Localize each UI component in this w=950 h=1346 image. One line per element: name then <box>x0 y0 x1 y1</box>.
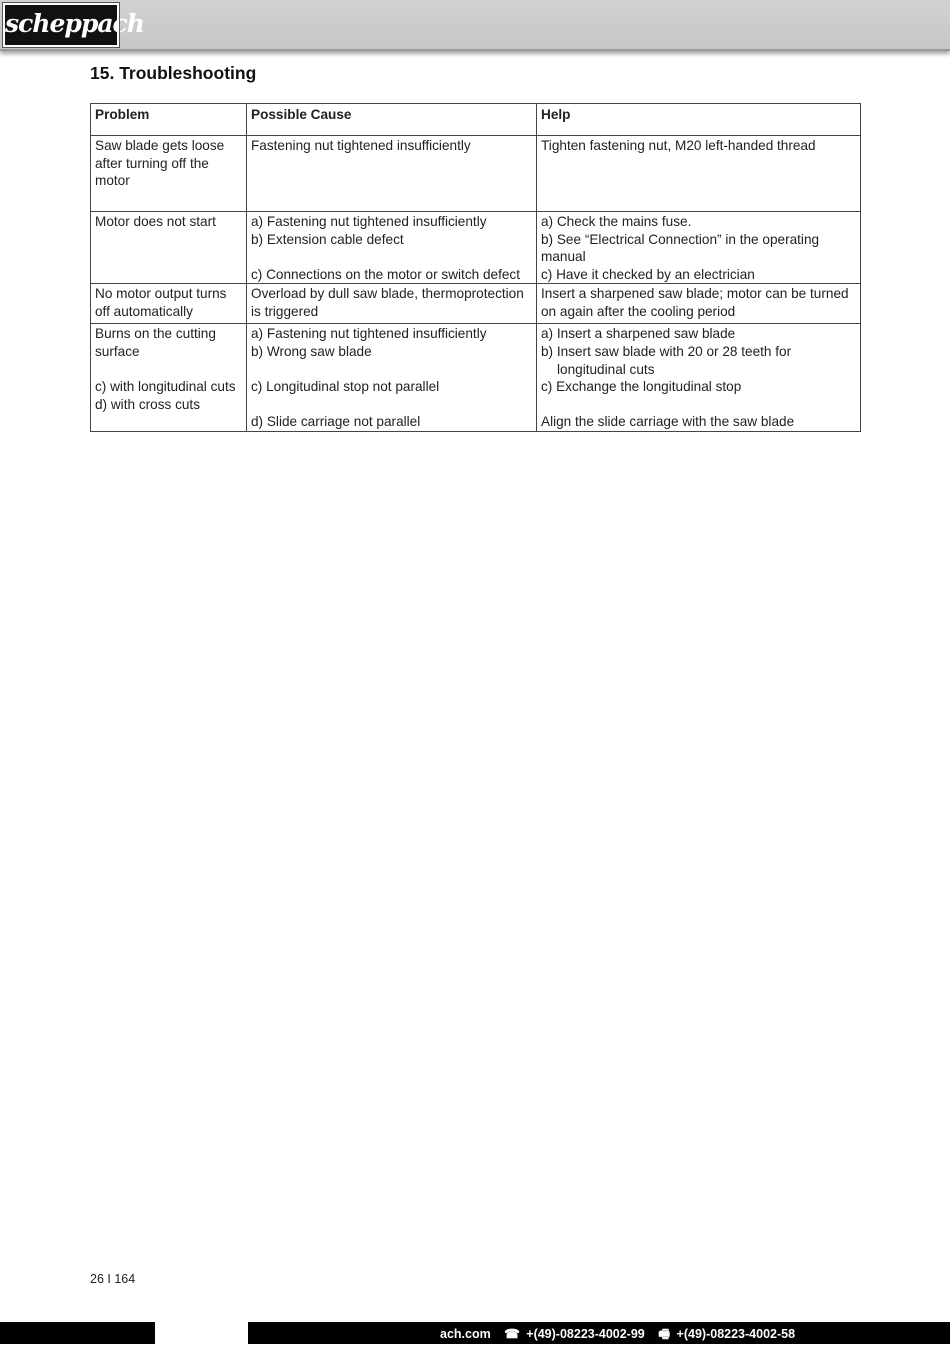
cell-line <box>251 396 532 414</box>
cell-line: Insert a sharpened saw blade; motor can be turned <box>541 286 849 302</box>
cell-line: b) Wrong saw blade <box>251 343 372 359</box>
cell-line: Motor does not start <box>95 214 216 229</box>
cause-cell <box>247 324 537 432</box>
cell-line <box>251 248 532 266</box>
cell-line: a) Fastening nut tightened insufficiently <box>251 326 487 342</box>
cell-line: Fastening nut tightened insufficiently <box>251 138 471 153</box>
footer-gap <box>155 1322 248 1344</box>
column-header-cause: Possible Cause <box>247 104 537 136</box>
cell-line: c) Exchange the longitudinal stop <box>541 379 742 395</box>
cell-line: surface <box>95 343 140 359</box>
cell-line: d) with cross cuts <box>95 396 200 412</box>
cell-line: longitudinal cuts <box>557 361 655 377</box>
cell-line: b) See “Electrical Connection” in the operating <box>541 231 820 247</box>
page-number: 26 I 164 <box>90 1272 136 1286</box>
help-cell <box>537 284 861 324</box>
table-row <box>91 324 861 432</box>
cell-line: d) Slide carriage not parallel <box>251 414 421 430</box>
cell-line <box>541 396 856 414</box>
cell-line: a) Insert a sharpened saw blade <box>541 326 736 342</box>
cell-line: a) Fastening nut tightened insufficiently <box>251 214 487 229</box>
cause-cell <box>247 212 537 284</box>
cell-line: c) Connections on the motor or switch defect <box>251 266 520 282</box>
problem-cell <box>91 324 247 432</box>
header-bar <box>0 0 950 51</box>
problem-cell <box>91 212 247 284</box>
footer-bar <box>0 1322 950 1344</box>
cause-cell <box>247 284 537 324</box>
fax-icon: 🖷 <box>658 1327 671 1341</box>
problem-cell <box>91 284 247 324</box>
cell-line: c) with longitudinal cuts <box>95 379 236 395</box>
fax-number: +(49)-08223-4002-58 <box>676 1327 796 1341</box>
cell-line: Saw blade gets loose <box>95 138 225 153</box>
table-row <box>91 212 861 284</box>
help-cell <box>537 212 861 284</box>
cell-line <box>251 361 532 379</box>
cell-line: Overload by dull saw blade, thermoprotection <box>251 286 524 302</box>
cell-line: b) Extension cable defect <box>251 231 404 247</box>
section-title: 15. Troubleshooting <box>90 63 257 83</box>
website-link[interactable]: ach.com <box>440 1327 491 1341</box>
cell-line: Tighten fastening nut, M20 left-handed thread <box>541 138 816 153</box>
help-cell <box>537 136 861 212</box>
table-header-row <box>91 104 861 136</box>
cell-line: c) Longitudinal stop not parallel <box>251 379 440 395</box>
cell-line: is triggered <box>251 303 319 319</box>
cell-line: off automatically <box>95 303 193 319</box>
cell-line: b) Insert saw blade with 20 or 28 teeth for <box>541 343 792 359</box>
cell-line: Burns on the cutting <box>95 326 216 342</box>
troubleshooting-table <box>90 103 861 432</box>
column-header-problem: Problem <box>91 104 247 136</box>
cell-line: on again after the cooling period <box>541 303 736 319</box>
column-header-help: Help <box>537 104 861 136</box>
phone-number: +(49)-08223-4002-99 <box>526 1327 645 1341</box>
footer-contact <box>440 1325 805 1346</box>
brand-logo: scheppach <box>3 3 119 47</box>
help-cell <box>537 324 861 432</box>
cell-line: c) Have it checked by an electrician <box>541 266 755 282</box>
table-row <box>91 136 861 212</box>
cell-line: a) Check the mains fuse. <box>541 214 692 229</box>
cell-line <box>95 361 242 379</box>
cause-cell <box>247 136 537 212</box>
phone-icon: ☎ <box>504 1327 520 1341</box>
table-row <box>91 284 861 324</box>
cell-line: motor <box>95 173 130 189</box>
cell-line: manual <box>541 249 586 265</box>
cell-line: Align the slide carriage with the saw blade <box>541 414 795 430</box>
cell-line: No motor output turns <box>95 286 227 302</box>
cell-line: after turning off the <box>95 155 209 171</box>
problem-cell <box>91 136 247 212</box>
